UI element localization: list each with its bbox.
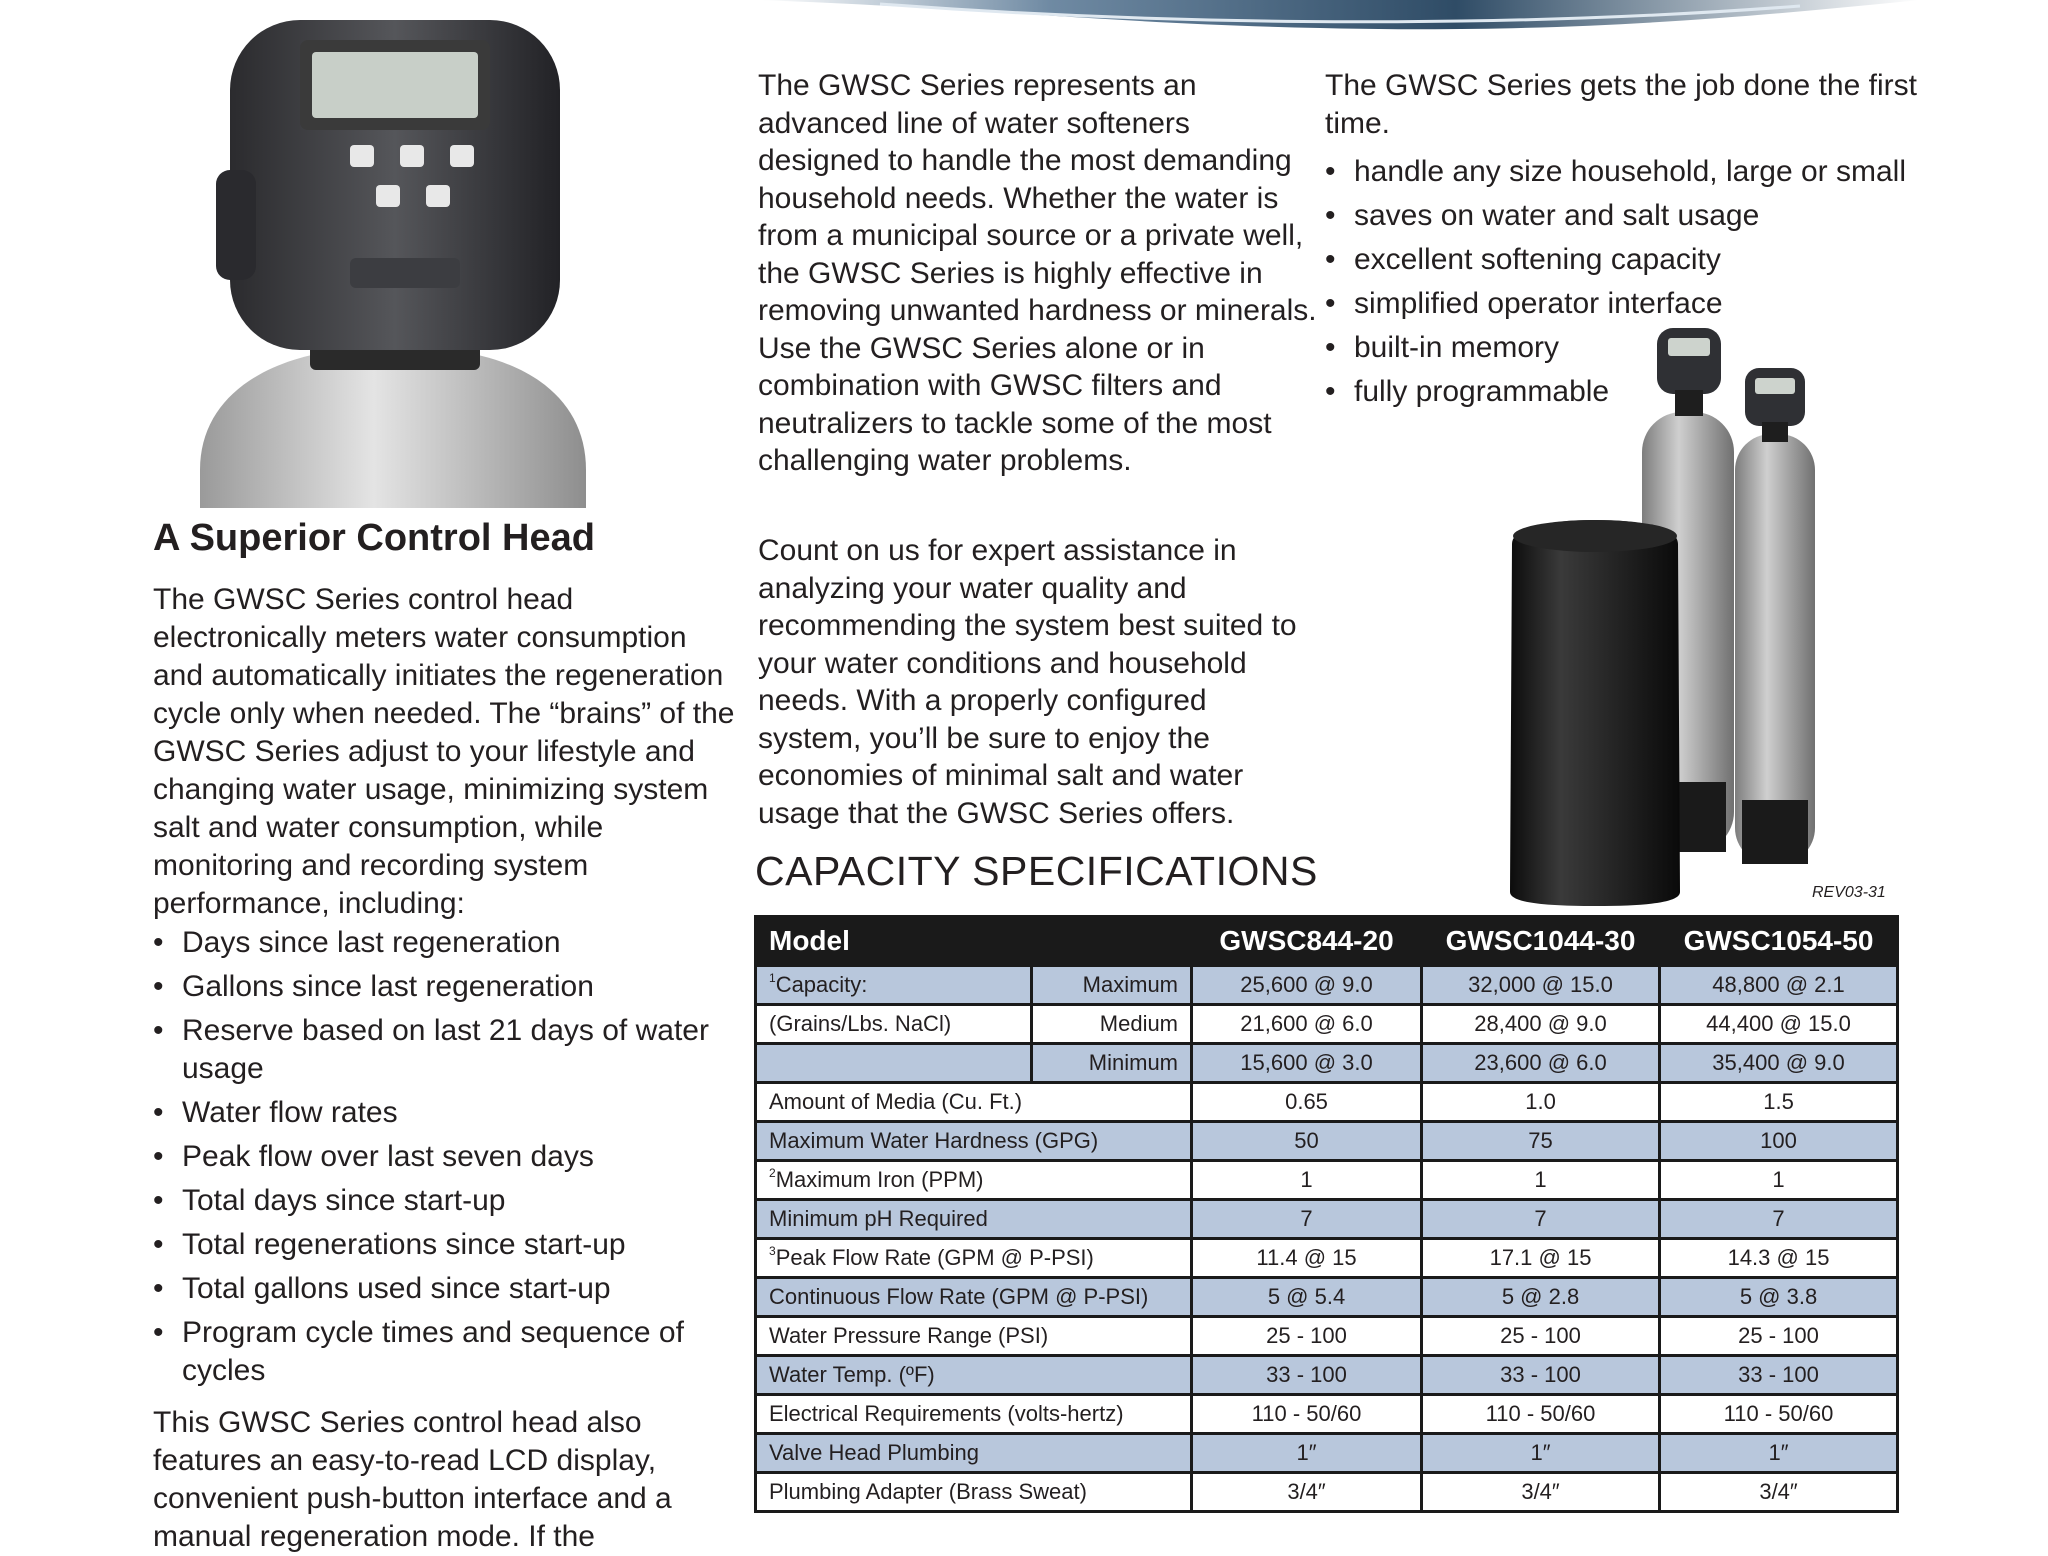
capacity-level: Minimum [1032,1044,1192,1083]
capacity-level: Medium [1032,1005,1192,1044]
footnote-marker: 1 [769,971,776,985]
benefit-item: • saves on water and salt usage [1325,194,1965,238]
benefit-item: • simplified operator interface [1325,282,1965,326]
capacity-spec-table [754,915,1899,1513]
table-cell: 25 - 100 [1422,1317,1660,1356]
table-cell: 7 [1660,1200,1898,1239]
table-row [756,1473,1898,1512]
table-cell: 1.5 [1660,1083,1898,1122]
feature-item: • Program cycle times and sequence of cycles [153,1314,743,1390]
spec-label: Water Pressure Range (PSI) [769,1323,1049,1348]
table-cell: 110 - 50/60 [1422,1395,1660,1434]
table-cell: 1″ [1422,1434,1660,1473]
table-cell: 25 - 100 [1660,1317,1898,1356]
table-cell: 28,400 @ 9.0 [1422,1005,1660,1044]
table-cell: 33 - 100 [1192,1356,1422,1395]
spec-label: Amount of Media (Cu. Ft.) [769,1089,1023,1114]
table-cell: 3/4″ [1422,1473,1660,1512]
table-row [756,1356,1898,1395]
spec-label-cell [756,1200,1192,1239]
feature-item: • Total days since start-up [153,1182,743,1220]
spec-label-cell [756,1317,1192,1356]
spec-label: Minimum pH Required [769,1206,988,1231]
spec-label-cell [756,1083,1192,1122]
spec-label: Maximum Iron (PPM) [775,1167,984,1192]
table-row [756,1434,1898,1473]
capacity-specifications-title: CAPACITY SPECIFICATIONS [755,848,1318,894]
table-row [756,1044,1898,1083]
spec-label: Continuous Flow Rate (GPM @ P-PSI) [769,1284,1149,1309]
capacity-level: Maximum [1032,966,1192,1005]
footnote-marker: 3 [769,1244,776,1258]
capacity-units: (Grains/Lbs. NaCl) [756,1005,1032,1044]
table-cell: 32,000 @ 15.0 [1422,966,1660,1005]
spec-label-cell [756,1356,1192,1395]
table-cell: 1.0 [1422,1083,1660,1122]
feature-item: • Total gallons used since start-up [153,1270,743,1308]
table-cell: 15,600 @ 3.0 [1192,1044,1422,1083]
table-cell: 7 [1192,1200,1422,1239]
table-cell: 33 - 100 [1422,1356,1660,1395]
table-cell: 21,600 @ 6.0 [1192,1005,1422,1044]
table-row [756,1122,1898,1161]
revision-code: REV03-31 [1812,884,1886,901]
table-row [756,1278,1898,1317]
table-row [756,1317,1898,1356]
table-cell: 17.1 @ 15 [1422,1239,1660,1278]
model-header: Model [756,917,1192,966]
table-cell: 25,600 @ 9.0 [1192,966,1422,1005]
control-head-closing: This GWSC Series control head also features an easy-to-read LCD display, convenient push-button interface and a manual regeneration mode. If the [153,1406,672,1553]
table-cell: 75 [1422,1122,1660,1161]
softener-units-photo-icon [1500,322,1830,906]
table-cell: 23,600 @ 6.0 [1422,1044,1660,1083]
table-cell: 33 - 100 [1660,1356,1898,1395]
feature-item: • Water flow rates [153,1094,743,1132]
capacity-label: Capacity: [775,972,868,997]
assistance-description: Count on us for expert assistance in analyzing your water quality and recommending the system best suited to your water conditions and household needs. With a properly configured system, you’ll be sure to enjoy the economies of minimal salt and water usage that the GWSC Series offers. [758,534,1297,830]
spec-label-cell [756,1434,1192,1473]
table-cell: 44,400 @ 15.0 [1660,1005,1898,1044]
table-cell: 110 - 50/60 [1660,1395,1898,1434]
spec-label: Valve Head Plumbing [769,1440,979,1465]
spec-label: Maximum Water Hardness (GPG) [769,1128,1099,1153]
table-cell: 7 [1422,1200,1660,1239]
spec-label: Water Temp. (ºF) [769,1362,935,1387]
table-cell: 110 - 50/60 [1192,1395,1422,1434]
spec-label-cell [756,1239,1192,1278]
empty-cell [756,1044,1032,1083]
benefit-item: • excellent softening capacity [1325,238,1965,282]
spec-label-cell [756,1278,1192,1317]
table-cell: 25 - 100 [1192,1317,1422,1356]
benefit-item: • built-in memory [1325,326,1965,370]
water-swoosh-icon [760,0,1920,40]
footnote-marker: 2 [769,1166,776,1180]
feature-item: • Peak flow over last seven days [153,1138,743,1176]
control-head-photo-icon [200,0,586,508]
table-cell: 35,400 @ 9.0 [1660,1044,1898,1083]
table-header-row [756,917,1898,966]
table-cell: 5 @ 5.4 [1192,1278,1422,1317]
table-cell: 1″ [1192,1434,1422,1473]
spec-label-cell [756,1161,1192,1200]
table-cell: 3/4″ [1660,1473,1898,1512]
table-row [756,1239,1898,1278]
feature-item: • Reserve based on last 21 days of water usage [153,1012,743,1088]
spec-label: Plumbing Adapter (Brass Sweat) [769,1479,1087,1504]
table-cell: 1 [1422,1161,1660,1200]
table-row [756,1200,1898,1239]
spec-label-cell [756,1122,1192,1161]
spec-label: Electrical Requirements (volts-hertz) [769,1401,1124,1426]
control-head-intro: The GWSC Series control head electronically meters water consumption and automatically initiates the regeneration cycle only when needed. The “brains” of the GWSC Series adjust to your lifestyle and changing water usage, minimizing system salt and water consumption, while monitoring and recording system performance, including: [153,583,735,920]
spec-label-cell [756,1473,1192,1512]
table-row [756,1005,1898,1044]
table-row [756,1395,1898,1434]
table-cell: 100 [1660,1122,1898,1161]
table-row [756,966,1898,1005]
table-cell: 1″ [1660,1434,1898,1473]
table-cell: 1 [1192,1161,1422,1200]
table-cell: 1 [1660,1161,1898,1200]
table-cell: 11.4 @ 15 [1192,1239,1422,1278]
benefit-item: • handle any size household, large or small [1325,150,1965,194]
model-column-header: GWSC844-20 [1192,917,1422,966]
feature-item: • Gallons since last regeneration [153,968,743,1006]
table-cell: 5 @ 2.8 [1422,1278,1660,1317]
model-column-header: GWSC1054-50 [1660,917,1898,966]
control-head-heading: A Superior Control Head [153,517,595,559]
benefits-intro: The GWSC Series gets the job done the first time. [1325,69,1917,140]
spec-label: Peak Flow Rate (GPM @ P-PSI) [775,1245,1094,1270]
benefit-item: • fully programmable [1325,370,1965,414]
table-cell: 48,800 @ 2.1 [1660,966,1898,1005]
table-cell: 5 @ 3.8 [1660,1278,1898,1317]
table-cell: 50 [1192,1122,1422,1161]
model-column-header: GWSC1044-30 [1422,917,1660,966]
spec-label-cell [756,1395,1192,1434]
feature-item: • Days since last regeneration [153,924,743,962]
table-cell: 14.3 @ 15 [1660,1239,1898,1278]
table-cell: 3/4″ [1192,1473,1422,1512]
table-row [756,1161,1898,1200]
table-row [756,1083,1898,1122]
series-description: The GWSC Series represents an advanced line of water softeners designed to handle the most demanding household needs. Whether the water is from a municipal source or a private well, the GWSC Series is highly effective in removing unwanted hardness or minerals. Use the GWSC Series alone or in combination with GWSC filters and neutralizers to tackle some of the most challenging water problems. [758,69,1317,477]
control-head-feature-list [153,924,743,1396]
feature-item: • Total regenerations since start-up [153,1226,743,1264]
capacity-label-cell [756,966,1032,1005]
table-cell: 0.65 [1192,1083,1422,1122]
